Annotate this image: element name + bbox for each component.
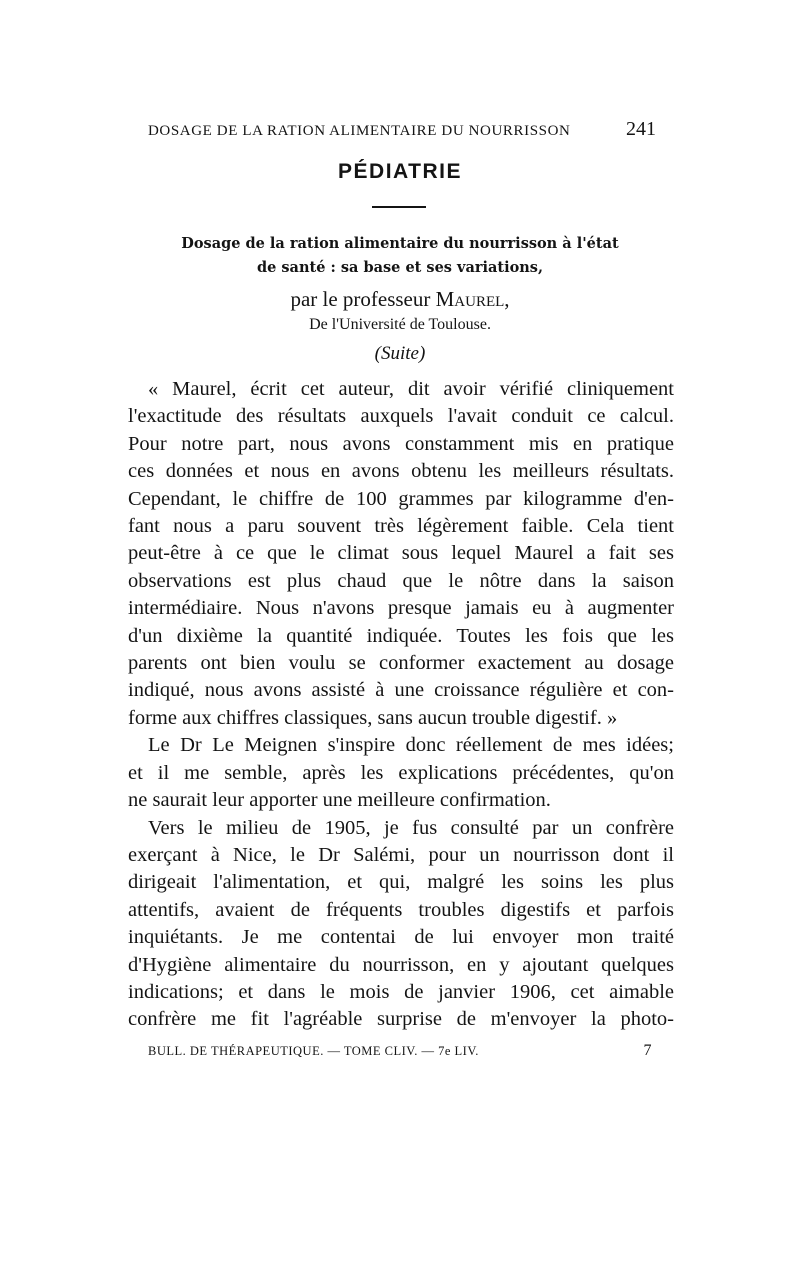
running-head bbox=[148, 118, 656, 141]
body-line: exerçant à Nice, le Dr Salémi, pour un nourrisson dont il bbox=[128, 843, 674, 866]
body-line: attentifs, avaient de fréquents troubles digestifs et parfois bbox=[128, 898, 674, 921]
body-line: confrère me fit l'agréable surprise de m'envoyer la photo- bbox=[128, 1008, 674, 1031]
article-title-line-1: Dosage de la ration alimentaire du nourrisson à l'état bbox=[181, 235, 619, 252]
body-line: parents ont bien voulu se conformer exactement au dosage bbox=[128, 652, 674, 675]
body-line: dirigeait l'alimentation, et qui, malgré les soins les plus bbox=[128, 871, 674, 894]
body-line: peut-être à ce que le climat sous lequel Maurel a fait ses bbox=[128, 542, 674, 565]
affiliation: De l'Université de Toulouse. bbox=[309, 316, 491, 333]
body-line: intermédiaire. Nous n'avons presque jamais eu à augmenter bbox=[128, 597, 674, 620]
running-head-title: DOSAGE DE LA RATION ALIMENTAIRE DU NOURRISSON bbox=[148, 123, 571, 139]
body-line: « Maurel, écrit cet auteur, dit avoir vérifié cliniquement bbox=[148, 378, 674, 400]
section-title: PÉDIATRIE bbox=[338, 160, 462, 183]
body-line: d'un dixième la quantité indiquée. Toutes les fois que les bbox=[128, 624, 674, 647]
author-prefix: par le professeur bbox=[290, 287, 431, 311]
author-line bbox=[0, 287, 800, 312]
article-title bbox=[120, 232, 680, 280]
signature-mark: 7 bbox=[643, 1042, 652, 1059]
body-line: Le Dr Le Meignen s'inspire donc réellement de mes idées; bbox=[148, 734, 674, 757]
body-line: fant nous a paru souvent très légèrement faible. Cela tient bbox=[128, 515, 674, 538]
article-title-line-2: de santé : sa base et ses variations, bbox=[256, 259, 544, 276]
footer bbox=[148, 1042, 652, 1060]
body-line: ne saurait leur apporter une meilleure confirmation. bbox=[128, 789, 551, 812]
journal-line: BULL. DE THÉRAPEUTIQUE. — TOME CLIV. — 7e LIV. bbox=[148, 1044, 479, 1058]
continued-label: (Suite) bbox=[374, 343, 426, 364]
body-line: l'exactitude des résultats auxquels l'avait conduit ce calcul. bbox=[128, 405, 674, 428]
body-line: ces données et nous en avons obtenu les meilleurs résultats. bbox=[128, 460, 674, 483]
body-line: inquiétants. Je me contentai de lui envoyer mon traité bbox=[128, 926, 674, 949]
body-line: Vers le milieu de 1905, je fus consulté par un confrère bbox=[148, 816, 674, 839]
body-line: et il me semble, après les explications précédentes, qu'on bbox=[128, 761, 674, 784]
body-line: observations est plus chaud que le nôtre dans la saison bbox=[128, 569, 674, 592]
author-name: Maurel, bbox=[435, 287, 510, 311]
body-line: d'Hygiène alimentaire du nourrisson, en y ajoutant quelques bbox=[128, 953, 674, 976]
body-line: Pour notre part, nous avons constamment mis en pratique bbox=[128, 432, 674, 455]
body-line: indications; et dans le mois de janvier 1906, cet aimable bbox=[128, 980, 674, 1003]
body-line: forme aux chiffres classiques, sans aucun trouble digestif. » bbox=[128, 706, 618, 729]
page-number: 241 bbox=[626, 118, 656, 140]
body-text bbox=[128, 376, 674, 1034]
body-line: indiqué, nous avons assisté à une croissance régulière et con- bbox=[128, 679, 674, 702]
title-rule bbox=[372, 206, 426, 208]
body-line: Cependant, le chiffre de 100 grammes par kilogramme d'en- bbox=[128, 487, 674, 510]
